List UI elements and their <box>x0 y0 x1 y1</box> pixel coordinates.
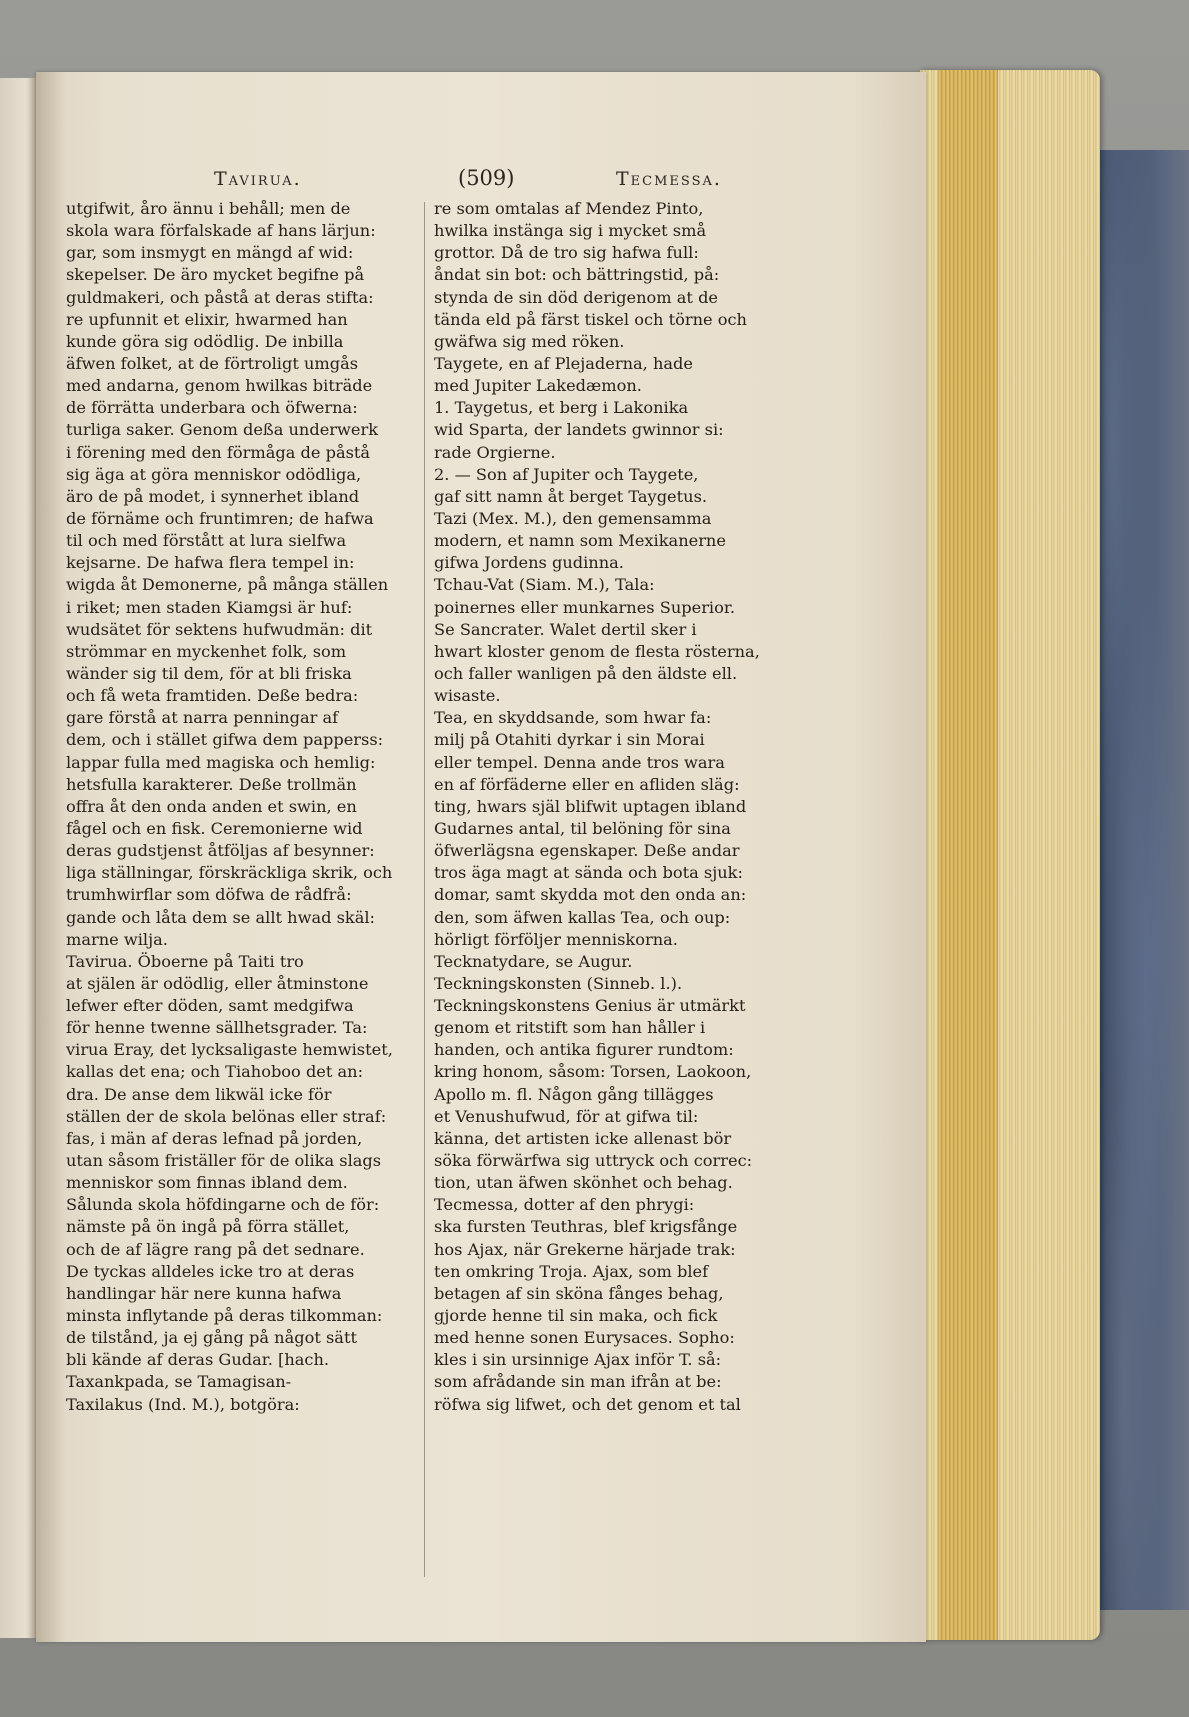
header-right-headword: Tecmessa. <box>616 168 722 190</box>
page-fore-edge <box>920 70 1100 1640</box>
text-line: Tecknatydare, se Augur. <box>434 951 633 971</box>
text-line: ställen der de skola belönas eller straf: <box>66 1106 387 1126</box>
text-line: och faller wanligen på den äldste ell. <box>434 663 738 683</box>
text-line: utan såsom friställer för de olika slags <box>66 1151 382 1171</box>
text-line: öfwerlägsna egenskaper. Deße andar <box>434 841 740 861</box>
text-line: wid Sparta, der landets gwinnor si: <box>434 420 724 440</box>
text-line: och få weta framtiden. Deße bedra: <box>66 686 359 706</box>
text-line: gare förstå at narra penningar af <box>66 708 339 728</box>
page-number: (509) <box>458 166 515 190</box>
left-gutter-shadow <box>28 78 36 1638</box>
text-line: med Jupiter Lakedæmon. <box>434 376 642 396</box>
text-line: lefwer efter döden, samt medgifwa <box>66 996 354 1016</box>
text-line: offra åt den onda anden et swin, en <box>66 796 357 816</box>
text-line: kunde göra sig odödlig. De inbilla <box>66 331 344 351</box>
text-line: hwart kloster genom de flesta rösterna, <box>434 641 760 661</box>
text-line: strömmar en myckenhet folk, som <box>66 641 347 661</box>
text-line: Taxankpada, se Tamagisan- <box>66 1372 292 1392</box>
text-line: wigda åt Demonerne, på många ställen <box>66 575 389 595</box>
text-line: en af förfäderne eller en afliden släg: <box>434 774 740 794</box>
text-line: deras gudstjenst åtföljas af besynner: <box>66 841 375 861</box>
text-line: handlingar här nere kunna hafwa <box>66 1283 342 1303</box>
text-line: domar, samt skydda mot den onda an: <box>434 885 747 905</box>
text-line: at själen är odödlig, eller åtminstone <box>66 973 369 993</box>
text-line: skepelser. De äro mycket begifne på <box>66 265 365 285</box>
text-line: grottor. Då de tro sig hafwa full: <box>434 243 699 263</box>
text-line: ting, hwars själ blifwit uptagen ibland <box>434 796 747 816</box>
text-line: Se Sancrater. Walet dertil sker i <box>434 619 697 639</box>
text-line: röfwa sig lifwet, och det genom et tal <box>434 1394 741 1414</box>
right-text-column <box>434 198 804 1416</box>
text-line: poinernes eller munkarnes Superior. <box>434 597 735 617</box>
text-line: åndat sin bot: och bättringstid, på: <box>434 265 720 285</box>
text-line: handen, och antika figurer rundtom: <box>434 1040 734 1060</box>
text-line: Tea, en skyddsande, som hwar fa: <box>434 708 712 728</box>
text-line: nämste på ön ingå på förra stället, <box>66 1217 350 1237</box>
text-line: re som omtalas af Mendez Pinto, <box>434 199 704 218</box>
text-line: Tecmessa, dotter af den phrygi: <box>434 1195 695 1215</box>
text-line: sig äga at göra menniskor odödliga, <box>66 464 362 484</box>
text-line: milj på Otahiti dyrkar i sin Morai <box>434 730 705 750</box>
text-line: tion, utan äfwen skönhet och behag. <box>434 1173 733 1193</box>
text-line: bli kände af deras Gudar. [hach. <box>66 1350 330 1370</box>
text-line: söka förwärfwa sig uttryck och correc: <box>434 1151 753 1171</box>
text-line: Teckningskonstens Genius är utmärkt <box>434 996 746 1016</box>
text-line: dra. De anse dem likwäl icke för <box>66 1084 332 1104</box>
text-line: 2. — Son af Jupiter och Taygete, <box>434 464 699 484</box>
text-line: hos Ajax, när Grekerne härjade trak: <box>434 1239 736 1259</box>
text-line: med andarna, genom hwilkas biträde <box>66 376 373 396</box>
text-line: Taxilakus (Ind. M.), botgöra: <box>66 1394 300 1414</box>
book-page <box>36 72 926 1642</box>
text-line: ten omkring Troja. Ajax, som blef <box>434 1261 709 1281</box>
text-line: kejsarne. De hafwa flera tempel in: <box>66 553 355 573</box>
text-line: ska fursten Teuthras, blef krigsfånge <box>434 1217 738 1237</box>
text-line: 1. Taygetus, et berg i Lakonika <box>434 398 689 418</box>
text-line: som afrådande sin man ifrån at be: <box>434 1372 722 1392</box>
text-line: gar, som insmygt en mängd af wid: <box>66 243 354 263</box>
text-line: Tavirua. Öboerne på Taiti tro <box>66 951 304 971</box>
text-line: stynda de sin död derigenom at de <box>434 287 719 307</box>
text-line: med henne sonen Eurysaces. Sopho: <box>434 1328 735 1348</box>
text-line: gande och låta dem se allt hwad skäl: <box>66 907 376 927</box>
text-line: De tyckas alldeles icke tro at deras <box>66 1261 355 1281</box>
text-line: och de af lägre rang på det sednare. <box>66 1239 365 1259</box>
text-line: Taygete, en af Plejaderna, hade <box>434 353 693 373</box>
text-line: tända eld på färst tiskel och törne och <box>434 309 747 329</box>
text-line: menniskor som finnas ibland dem. <box>66 1173 348 1193</box>
text-line: lappar fulla med magiska och hemlig: <box>66 752 376 772</box>
text-line: Tazi (Mex. M.), den gemensamma <box>434 508 712 528</box>
text-line: Tchau-Vat (Siam. M.), Tala: <box>434 575 655 595</box>
text-line: til och med förstått at lura sielfwa <box>66 531 347 551</box>
text-line: eller tempel. Denna ande tros wara <box>434 752 725 772</box>
previous-page-edge <box>0 78 37 1638</box>
text-line: gaf sitt namn åt berget Taygetus. <box>434 486 708 506</box>
text-line: hetsfulla karakterer. Deße trollmän <box>66 774 357 794</box>
text-line: känna, det artisten icke allenast bör <box>434 1128 732 1148</box>
text-line: Sålunda skola höfdingarne och de för: <box>66 1195 380 1215</box>
header-left-headword: Tavirua. <box>214 168 302 190</box>
running-header <box>96 168 896 198</box>
text-line: trumhwirflar som döfwa de rådfrå: <box>66 885 352 905</box>
text-line: rade Orgierne. <box>434 442 556 462</box>
text-line: hwilka instänga sig i mycket små <box>434 221 707 241</box>
text-line: hörligt förföljer menniskorna. <box>434 929 678 949</box>
text-line: gwäfwa sig med röken. <box>434 331 625 351</box>
text-line: kallas det ena; och Tiahoboo det an: <box>66 1062 364 1082</box>
text-line: wisaste. <box>434 686 501 706</box>
text-line: virua Eray, det lycksaligaste hemwistet, <box>66 1040 393 1060</box>
text-line: utgifwit, åro ännu i behåll; men de <box>66 199 351 218</box>
text-line: fågel och en fisk. Ceremonierne wid <box>66 818 363 838</box>
text-line: i riket; men staden Kiamgsi är huf: <box>66 597 353 617</box>
text-line: Apollo m. fl. Någon gång tillägges <box>434 1084 714 1104</box>
text-line: dem, och i stället gifwa dem papperss: <box>66 730 384 750</box>
text-line: minsta inflytande på deras tilkomman: <box>66 1306 383 1326</box>
text-line: wänder sig til dem, för at bli friska <box>66 663 352 683</box>
page-gutter-shadow <box>36 72 66 1642</box>
text-line: liga ställningar, förskräckliga skrik, och <box>66 863 393 883</box>
text-line: de tilstånd, ja ej gång på något sätt <box>66 1328 357 1348</box>
text-line: Teckningskonsten (Sinneb. l.). <box>434 973 683 993</box>
text-line: re upfunnit et elixir, hwarmed han <box>66 309 348 329</box>
text-line: marne wilja. <box>66 929 168 949</box>
text-line: genom et ritstift som han håller i <box>434 1018 706 1038</box>
text-line: kles i sin ursinnige Ajax inför T. så: <box>434 1350 722 1370</box>
text-line: skola wara förfalskade af hans lärjun: <box>66 221 376 241</box>
text-line: gifwa Jordens gudinna. <box>434 553 624 573</box>
text-line: tros äga magt at sända och bota sjuk: <box>434 863 743 883</box>
text-line: äro de på modet, i synnerhet ibland <box>66 486 360 506</box>
text-line: i förening med den förmåga de påstå <box>66 442 371 462</box>
text-line: et Venushufwud, för at gifwa til: <box>434 1106 699 1126</box>
text-line: gjorde henne til sin maka, och fick <box>434 1306 718 1326</box>
left-text-column <box>66 198 422 1416</box>
text-line: äfwen folket, at de förtroligt umgås <box>66 353 359 373</box>
text-line: den, som äfwen kallas Tea, och oup: <box>434 907 731 927</box>
text-line: wudsätet för sektens hufwudmän: dit <box>66 619 373 639</box>
text-line: turliga saker. Genom deßa underwerk <box>66 420 379 440</box>
text-line: guldmakeri, och påstå at deras stifta: <box>66 287 374 307</box>
text-line: modern, et namn som Mexikanerne <box>434 531 726 551</box>
text-line: de förrätta underbara och öfwerna: <box>66 398 358 418</box>
column-divider <box>424 202 425 1577</box>
text-line: för henne twenne sällhetsgrader. Ta: <box>66 1018 368 1038</box>
text-line: Gudarnes antal, til belöning för sina <box>434 818 731 838</box>
text-line: de förnäme och fruntimren; de hafwa <box>66 508 374 528</box>
text-line: fas, i män af deras lefnad på jorden, <box>66 1128 363 1148</box>
text-line: betagen af sin sköna fånges behag, <box>434 1283 724 1303</box>
gilt-edge <box>938 70 998 1640</box>
text-line: kring honom, såsom: Torsen, Laokoon, <box>434 1062 752 1082</box>
